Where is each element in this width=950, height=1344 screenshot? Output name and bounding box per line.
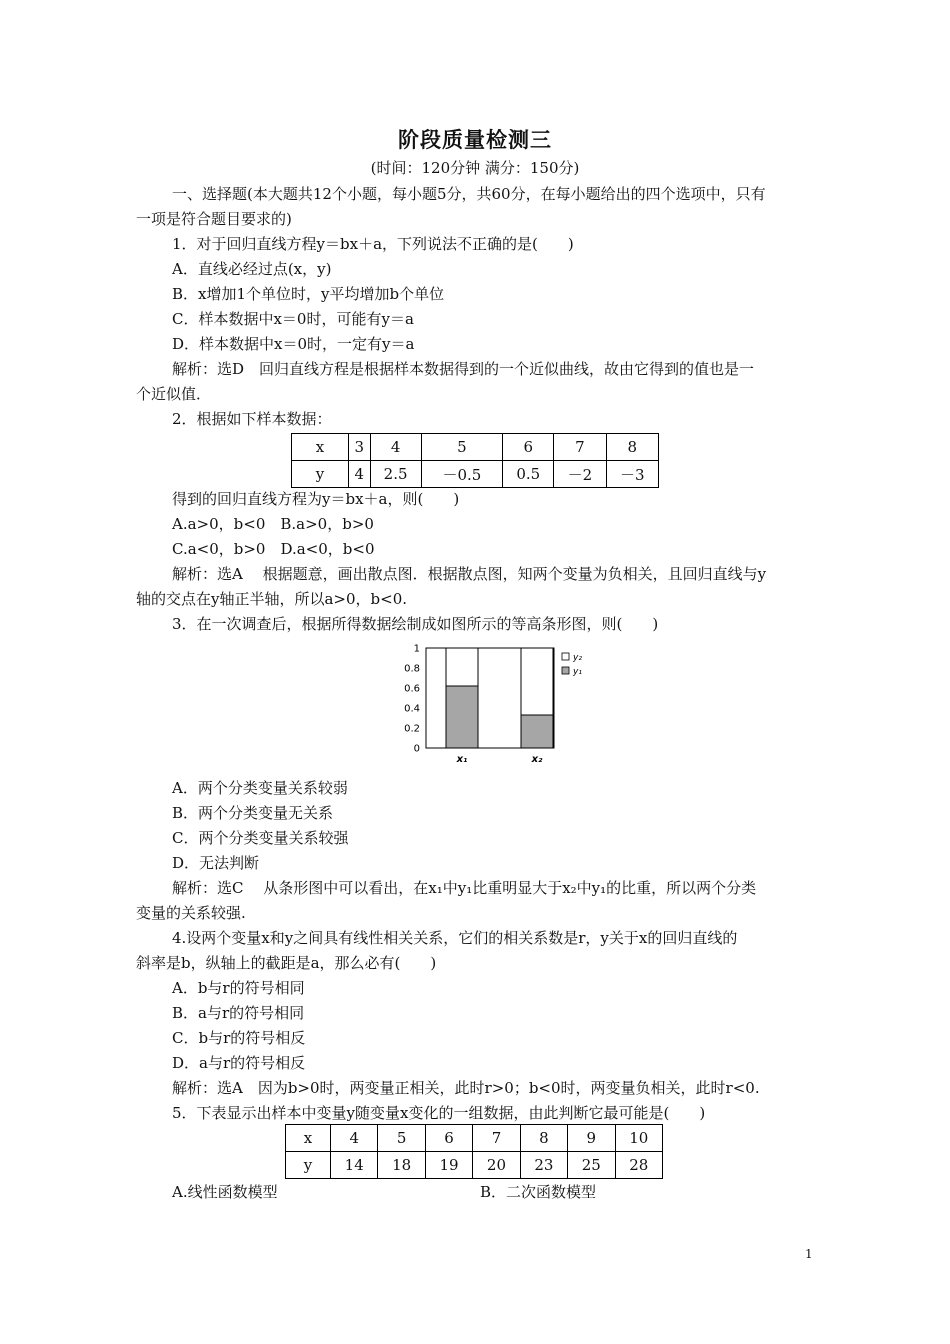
q3-option-c: C．两个分类变量关系较强 [172, 829, 349, 847]
table-row [292, 434, 659, 461]
table-cell: 14 [331, 1152, 378, 1179]
q3-analysis-line-2: 变量的关系较强. [136, 904, 246, 922]
q1-option-b: B．x增加1个单位时，y平均增加b个单位 [172, 285, 445, 303]
q5-option-b: B．二次函数模型 [480, 1183, 597, 1201]
q3-option-d: D．无法判断 [172, 854, 260, 872]
table-cell: 20 [473, 1152, 520, 1179]
q5-option-a: A.线性函数模型 [172, 1183, 278, 1201]
q5-stem: 5．下表显示出样本中变量y随变量x变化的一组数据，由此判断它最可能是( ) [172, 1104, 706, 1122]
table-cell: 6 [503, 434, 554, 461]
table-row [286, 1125, 663, 1152]
q4-stem-line-2: 斜率是b，纵轴上的截距是a，那么必有( ) [136, 954, 437, 972]
table-cell: x [286, 1125, 331, 1152]
table-cell: 4 [370, 434, 421, 461]
q2-options-cd: C.a<0，b>0 D.a<0，b<0 [172, 540, 375, 558]
y-tick-label: 0 [413, 743, 420, 755]
q4-option-a: A．b与r的符号相同 [172, 979, 305, 997]
table-cell: 4 [331, 1125, 378, 1152]
table-cell: －3 [606, 461, 658, 488]
q4-option-c: C．b与r的符号相反 [172, 1029, 306, 1047]
legend-label-y₁: y₁ [573, 667, 582, 677]
table-cell: 4 [349, 461, 371, 488]
q2-data-table [291, 433, 659, 488]
section-intro-line-2: 一项是符合题目要求的) [136, 210, 292, 228]
y-tick-label: 1 [413, 643, 420, 655]
q2-analysis-line-2: 轴的交点在y轴正半轴，所以a>0，b<0. [136, 590, 408, 608]
table-cell: 10 [615, 1125, 662, 1152]
exam-info: (时间：120分钟 满分：150分) [370, 159, 580, 177]
q1-analysis-line-2: 个近似值． [136, 385, 212, 403]
y-tick-label: 0.4 [404, 703, 420, 715]
table-cell: 7 [473, 1125, 520, 1152]
bar-y₂-x₂ [521, 648, 553, 715]
table-cell: 9 [568, 1125, 615, 1152]
table-row [286, 1152, 663, 1179]
y-tick-label: 0.2 [404, 723, 420, 735]
table-cell: 5 [378, 1125, 425, 1152]
table-cell: 28 [615, 1152, 662, 1179]
q2-options-ab: A.a>0，b<0 B.a>0，b>0 [172, 515, 374, 533]
table-cell: 19 [425, 1152, 472, 1179]
table-cell: 5 [421, 434, 503, 461]
q2-stem: 2．根据如下样本数据： [172, 410, 332, 428]
table-cell: 2.5 [370, 461, 421, 488]
q1-option-a: A．直线必经过点(x，y) [172, 260, 332, 278]
q1-option-c: C．样本数据中x＝0时，可能有y＝a [172, 310, 414, 328]
x-tick-label: x₁ [456, 754, 468, 765]
bar-y₁-x₂ [521, 715, 553, 748]
bar-y₁-x₁ [446, 686, 478, 748]
q4-option-d: D．a与r的符号相反 [172, 1054, 306, 1072]
table-cell: 18 [378, 1152, 425, 1179]
y-tick-label: 0.8 [404, 663, 420, 675]
q3-option-b: B．两个分类变量无关系 [172, 804, 334, 822]
bar-y₂-x₁ [446, 648, 478, 686]
q5-data-table [285, 1124, 663, 1179]
q4-stem-line-1: 4.设两个变量x和y之间具有线性相关关系，它们的相关系数是r，y关于x的回归直线的 [172, 929, 738, 947]
section-intro-line-1: 一、选择题(本大题共12个小题，每小题5分，共60分，在每小题给出的四个选项中，只有 [172, 185, 766, 203]
table-row [292, 461, 659, 488]
table-cell: －2 [554, 461, 606, 488]
q4-option-b: B．a与r的符号相同 [172, 1004, 305, 1022]
legend-label-y₂: y₂ [573, 653, 582, 663]
table-cell: y [286, 1152, 331, 1179]
legend-swatch-y₂ [562, 653, 569, 660]
table-cell: 23 [520, 1152, 567, 1179]
q2-analysis-line-1: 解析：选A 根据题意，画出散点图．根据散点图，知两个变量为负相关，且回归直线与y [172, 565, 767, 583]
table-cell: 8 [606, 434, 658, 461]
stacked-bar-chart [398, 640, 598, 770]
table-cell: 6 [425, 1125, 472, 1152]
table-cell: 25 [568, 1152, 615, 1179]
q2-after-table: 得到的回归直线方程为y＝bx＋a，则( ) [172, 490, 460, 508]
table-cell: 0.5 [503, 461, 554, 488]
table-cell: 8 [520, 1125, 567, 1152]
page-number: 1 [805, 1247, 813, 1261]
table-cell: 7 [554, 434, 606, 461]
table-cell: 3 [349, 434, 371, 461]
page-title: 阶段质量检测三 [398, 127, 552, 152]
table-cell: －0.5 [421, 461, 503, 488]
y-tick-label: 0.6 [404, 683, 420, 695]
q4-analysis: 解析：选A 因为b>0时，两变量正相关，此时r>0；b<0时，两变量负相关，此时r<0. [172, 1079, 760, 1097]
q3-analysis-line-1: 解析：选C 从条形图中可以看出，在x₁中y₁比重明显大于x₂中y₁的比重，所以两个分类 [172, 879, 757, 897]
table-cell: x [292, 434, 349, 461]
x-tick-label: x₂ [531, 754, 543, 765]
q3-option-a: A．两个分类变量关系较弱 [172, 779, 348, 797]
q1-analysis-line-1: 解析：选D 回归直线方程是根据样本数据得到的一个近似曲线，故由它得到的值也是一 [172, 360, 755, 378]
q3-stem: 3．在一次调查后，根据所得数据绘制成如图所示的等高条形图，则( ) [172, 615, 659, 633]
q1-option-d: D．样本数据中x＝0时，一定有y＝a [172, 335, 415, 353]
table-cell: y [292, 461, 349, 488]
legend-swatch-y₁ [562, 667, 569, 674]
q1-stem: 1．对于回归直线方程y＝bx＋a，下列说法不正确的是( ) [172, 235, 574, 253]
